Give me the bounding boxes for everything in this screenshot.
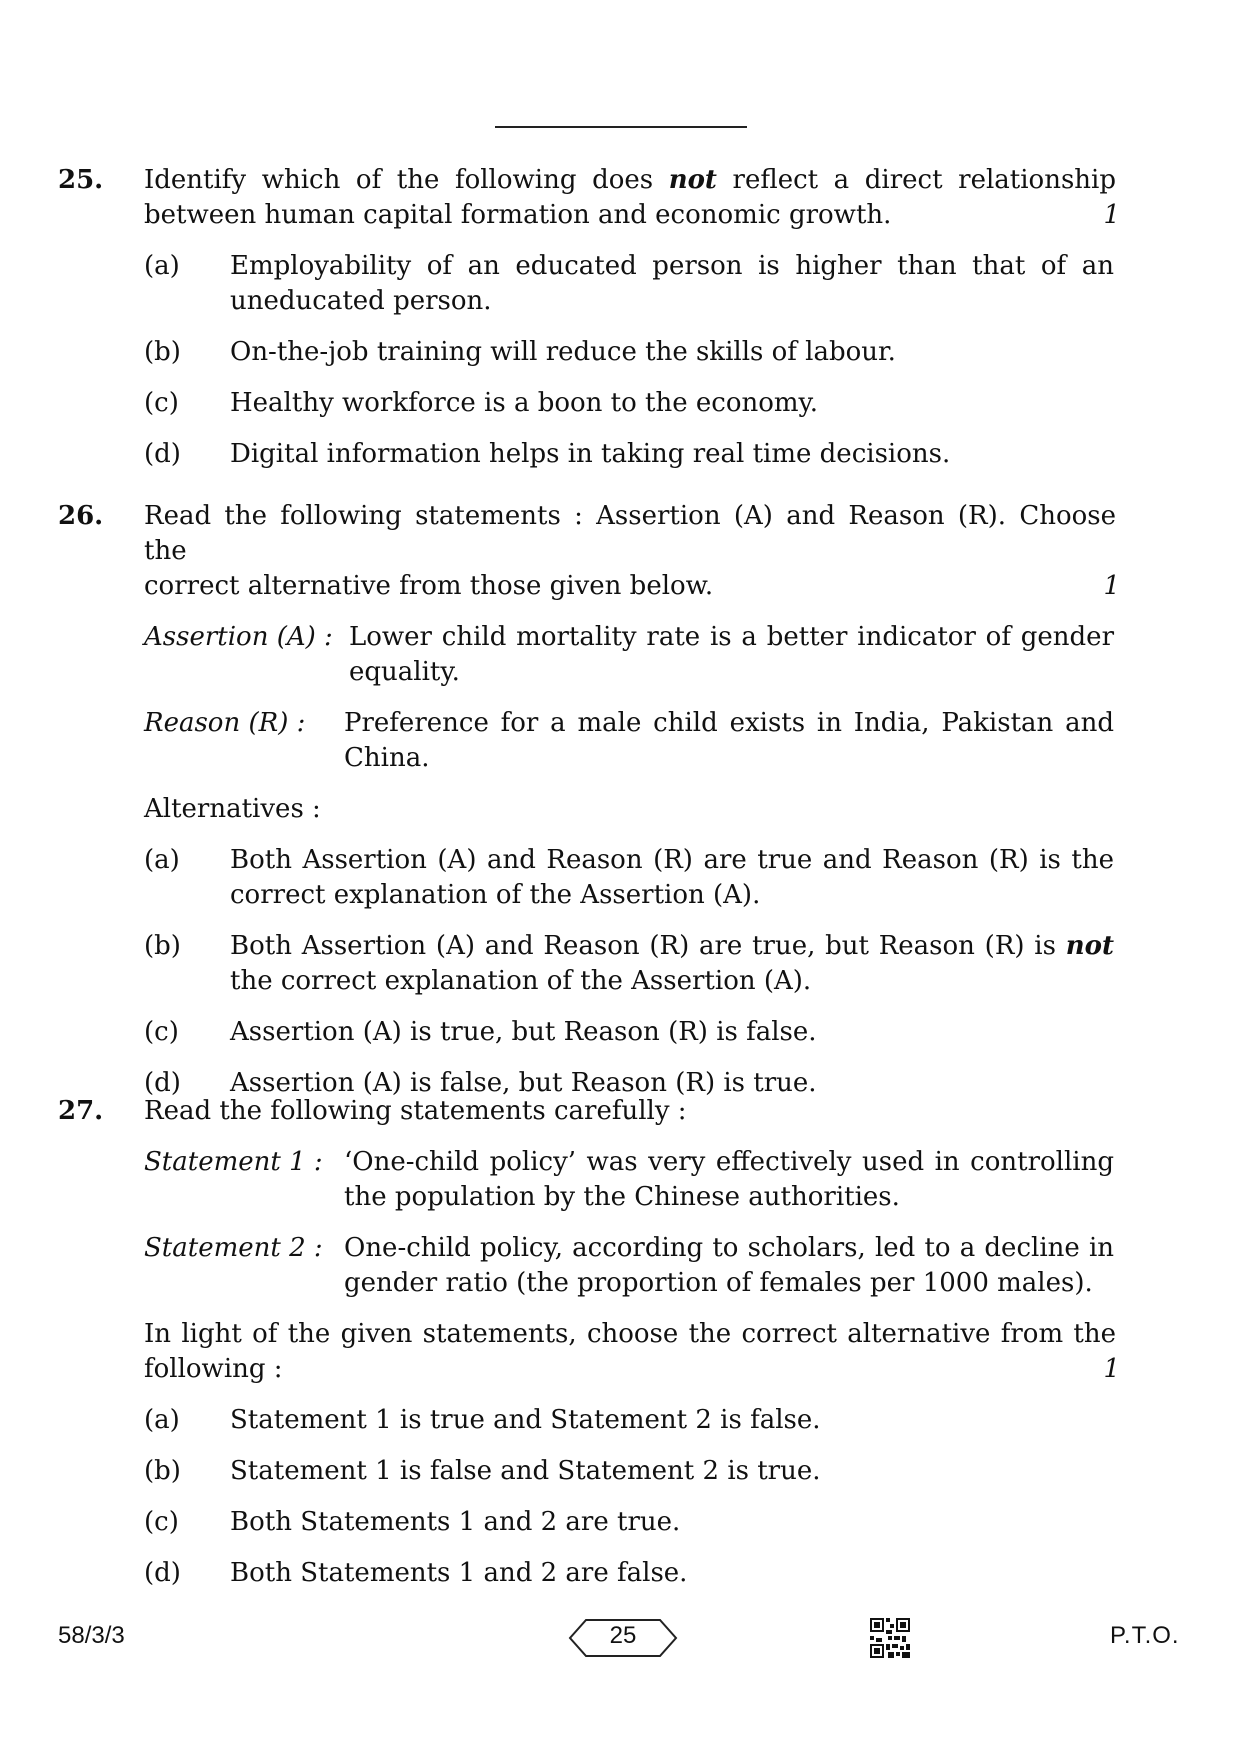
assertion: Assertion (A) : Lower child mortality rate is a better indicator of gender equality. <box>144 622 1114 687</box>
statement-2: Statement 2 : One-child policy, according to scholars, led to a decline in gender ratio (the proportion of females per 1000 males). <box>144 1233 1114 1298</box>
marks: 1 <box>1103 200 1120 230</box>
question-number: 25. <box>58 165 104 195</box>
reason: Reason (R) : Preference for a male child exists in India, Pakistan and China. <box>144 708 1114 773</box>
qr-code-icon <box>870 1618 910 1658</box>
question-stem-line2: correct alternative from those given below. 1 <box>144 569 1114 604</box>
option-c: (c) Healthy workforce is a boon to the economy. <box>144 388 819 418</box>
page-number-badge <box>568 1618 678 1658</box>
question-number: 27. <box>58 1096 104 1126</box>
option-b: (b) On-the-job training will reduce the skills of labour. <box>144 337 896 367</box>
header-rule <box>495 126 747 128</box>
alternatives-label: Alternatives : <box>144 794 321 824</box>
question-stem-line1: Identify which of the following does not reflect a direct relationship <box>144 165 1116 195</box>
option-d: (d) Assertion (A) is false, but Reason (R) is true. <box>144 1068 817 1098</box>
instruction-line2: following : 1 <box>144 1352 1114 1387</box>
option-d: (d) Digital information helps in taking real time decisions. <box>144 439 951 469</box>
emphasis-not: not <box>1065 931 1114 961</box>
question-26 <box>58 499 1118 1101</box>
page-footer <box>0 1618 1241 1658</box>
option-c: (c) Both Statements 1 and 2 are true. <box>144 1507 681 1537</box>
marks: 1 <box>1103 571 1120 601</box>
option-a: (a) Employability of an educated person is higher than that of an uneducated person. <box>144 251 1114 316</box>
page-number: 25 <box>609 1622 637 1649</box>
question-25 <box>58 163 1118 472</box>
option-c: (c) Assertion (A) is true, but Reason (R) is false. <box>144 1017 817 1047</box>
pto-label: P.T.O. <box>1110 1622 1180 1649</box>
option-a: (a) Statement 1 is true and Statement 2 is false. <box>144 1405 821 1435</box>
instruction-line1: In light of the given statements, choose the correct alternative from the <box>144 1319 1116 1349</box>
question-stem: Read the following statements carefully : <box>144 1096 687 1126</box>
option-b: (b) Statement 1 is false and Statement 2 is true. <box>144 1456 821 1486</box>
question-stem-line2: between human capital formation and economic growth. 1 <box>144 198 1114 233</box>
option-a: (a) Both Assertion (A) and Reason (R) are true and Reason (R) is the correct explanation of the Assertion (A). <box>144 845 1114 910</box>
statement-1: Statement 1 : ‘One-child policy’ was very effectively used in controlling the population by the Chinese authorities. <box>144 1147 1114 1212</box>
option-b: (b) Both Assertion (A) and Reason (R) are true, but Reason (R) is not the correct explanation of the Assertion (A). <box>144 931 1114 996</box>
option-d: (d) Both Statements 1 and 2 are false. <box>144 1558 688 1588</box>
marks: 1 <box>1103 1354 1120 1384</box>
question-number: 26. <box>58 501 104 531</box>
question-stem-line1: Read the following statements : Assertion (A) and Reason (R). Choose the <box>144 501 1116 566</box>
emphasis-not: not <box>668 165 717 195</box>
paper-code: 58/3/3 <box>58 1622 125 1649</box>
question-27 <box>58 1094 1118 1591</box>
